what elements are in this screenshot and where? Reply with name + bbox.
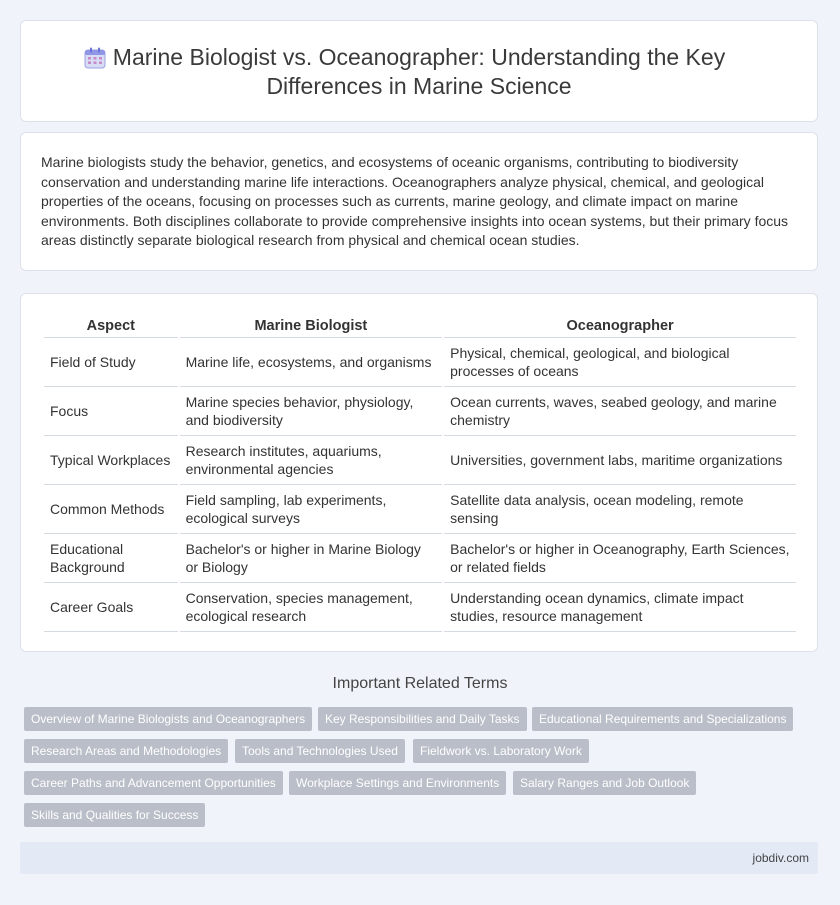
cell-oceanographer: Ocean currents, waves, seabed geology, and marine chemistry xyxy=(444,387,796,436)
table-header-row xyxy=(44,314,796,338)
comparison-card xyxy=(20,293,818,652)
related-tag[interactable]: Educational Requirements and Specializations xyxy=(532,707,793,731)
comparison-table xyxy=(42,314,798,632)
footer-site-link[interactable]: jobdiv.com xyxy=(752,851,809,865)
cell-aspect: Typical Workplaces xyxy=(44,436,178,485)
cell-oceanographer: Physical, chemical, geological, and biological processes of oceans xyxy=(444,338,796,387)
cell-oceanographer: Understanding ocean dynamics, climate impact studies, resource management xyxy=(444,583,796,632)
related-terms-heading: Important Related Terms xyxy=(332,675,508,692)
related-tag[interactable]: Salary Ranges and Job Outlook xyxy=(513,771,696,795)
cell-marine-biologist: Bachelor's or higher in Marine Biology or Biology xyxy=(180,534,443,583)
related-tag[interactable]: Overview of Marine Biologists and Oceanographers xyxy=(24,707,312,731)
table-row xyxy=(44,583,796,632)
related-tag[interactable]: Research Areas and Methodologies xyxy=(24,739,228,763)
cell-aspect: Field of Study xyxy=(44,338,178,387)
table-row xyxy=(44,436,796,485)
cell-oceanographer: Satellite data analysis, ocean modeling, remote sensing xyxy=(444,485,796,534)
related-tag[interactable]: Fieldwork vs. Laboratory Work xyxy=(413,739,589,763)
table-row xyxy=(44,485,796,534)
header-marine-biologist: Marine Biologist xyxy=(180,314,443,338)
cell-marine-biologist: Marine species behavior, physiology, and biodiversity xyxy=(180,387,443,436)
intro-paragraph: Marine biologists study the behavior, genetics, and ecosystems of oceanic organisms, contributing to biodiversity conservation and understanding marine life interactions. Oceanographers analyze physical, chemical, and geological properties of the oceans, focusing on processes such as currents, marine geology, and climate impact on marine environments. Both disciplines collaborate to provide comprehensive insights into ocean systems, but their primary focus areas distinctly separate biological research from physical and chemical ocean studies. xyxy=(41,154,789,248)
table-row xyxy=(44,338,796,387)
page-title: Marine Biologist vs. Oceanographer: Understanding the Key Differences in Marine Science xyxy=(112,44,726,99)
header-oceanographer: Oceanographer xyxy=(444,314,796,338)
cell-aspect: Common Methods xyxy=(44,485,178,534)
header-aspect: Aspect xyxy=(44,314,178,338)
cell-aspect: Focus xyxy=(44,387,178,436)
cell-marine-biologist: Field sampling, lab experiments, ecological surveys xyxy=(180,485,443,534)
table-row xyxy=(44,534,796,583)
related-tag[interactable]: Workplace Settings and Environments xyxy=(289,771,506,795)
cell-marine-biologist: Marine life, ecosystems, and organisms xyxy=(180,338,443,387)
footer xyxy=(20,842,818,874)
related-tag[interactable]: Key Responsibilities and Daily Tasks xyxy=(318,707,527,731)
cell-oceanographer: Bachelor's or higher in Oceanography, Earth Sciences, or related fields xyxy=(444,534,796,583)
related-tag[interactable]: Skills and Qualities for Success xyxy=(24,803,205,827)
related-tag[interactable]: Career Paths and Advancement Opportunities xyxy=(24,771,283,795)
table-row xyxy=(44,387,796,436)
cell-oceanographer: Universities, government labs, maritime organizations xyxy=(444,436,796,485)
intro-card xyxy=(20,132,818,271)
cell-marine-biologist: Research institutes, aquariums, environmental agencies xyxy=(180,436,443,485)
cell-marine-biologist: Conservation, species management, ecological research xyxy=(180,583,443,632)
cell-aspect: Educational Background xyxy=(44,534,178,583)
related-tag[interactable]: Tools and Technologies Used xyxy=(235,739,405,763)
title-card xyxy=(20,20,818,122)
cell-aspect: Career Goals xyxy=(44,583,178,632)
